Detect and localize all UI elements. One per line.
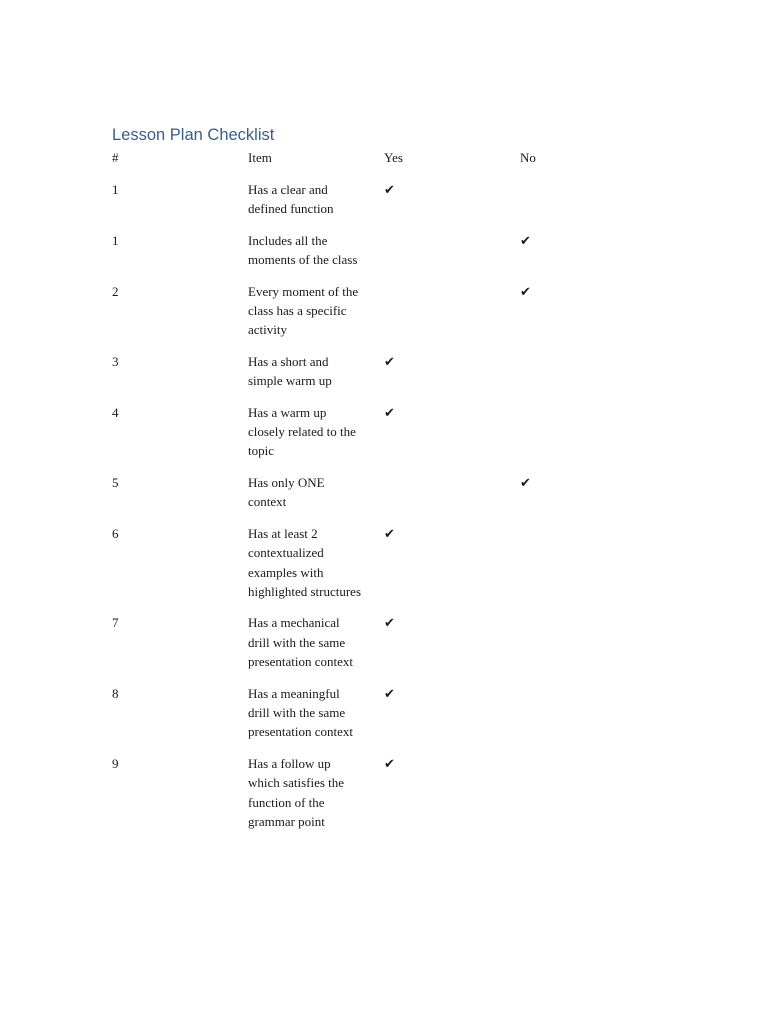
row-item: Has a clear and defined function (248, 182, 334, 217)
row-number: 9 (112, 755, 119, 771)
row-number: 1 (112, 182, 119, 197)
yes-check-icon: ✔ (384, 183, 395, 198)
table-row (112, 403, 672, 473)
row-number: 2 (112, 283, 119, 299)
no-check-icon: ✔ (520, 233, 531, 249)
row-number: 8 (112, 685, 119, 701)
table-row (112, 231, 672, 282)
row-item: Has only ONE context (248, 474, 325, 510)
yes-check-icon: ✔ (384, 405, 395, 421)
yes-check-icon: ✔ (384, 756, 395, 772)
row-item: Includes all the moments of the class (248, 232, 358, 268)
row-number: 1 (112, 232, 119, 248)
table-row (112, 754, 672, 844)
row-item: Has a meaningful drill with the same presentation context (248, 685, 354, 740)
row-item: Has at least 2 contextualized examples with highlighted structures (248, 525, 362, 599)
row-item: Every moment of the class has a specific activity (248, 283, 359, 338)
row-number: 4 (112, 404, 119, 420)
yes-check-icon: ✔ (384, 686, 395, 702)
page-title: Lesson Plan Checklist (112, 126, 275, 144)
row-item: Has a follow up which satisfies the function of the grammar point (248, 755, 345, 829)
header-number: # (112, 150, 119, 165)
header-no: No (520, 150, 536, 165)
table-row (112, 613, 672, 683)
table-row (112, 524, 672, 614)
table-row (112, 352, 672, 403)
checklist-table (112, 146, 672, 843)
row-item: Has a short and simple warm up (248, 353, 332, 389)
no-check-icon: ✔ (520, 475, 531, 491)
yes-check-icon: ✔ (384, 526, 395, 542)
row-number: 5 (112, 474, 119, 490)
row-number: 3 (112, 353, 119, 369)
row-number: 7 (112, 615, 119, 631)
table-row (112, 180, 672, 231)
table-row (112, 282, 672, 352)
table-row (112, 473, 672, 524)
table-header-row (112, 146, 672, 180)
no-check-icon: ✔ (520, 284, 531, 300)
table-row (112, 684, 672, 754)
yes-check-icon: ✔ (384, 616, 395, 632)
yes-check-icon: ✔ (384, 354, 395, 370)
row-number: 6 (112, 525, 119, 541)
header-yes: Yes (384, 150, 403, 165)
row-item: Has a mechanical drill with the same presentation context (248, 615, 354, 670)
row-item: Has a warm up closely related to the topic (248, 404, 356, 459)
header-item: Item (248, 150, 272, 165)
